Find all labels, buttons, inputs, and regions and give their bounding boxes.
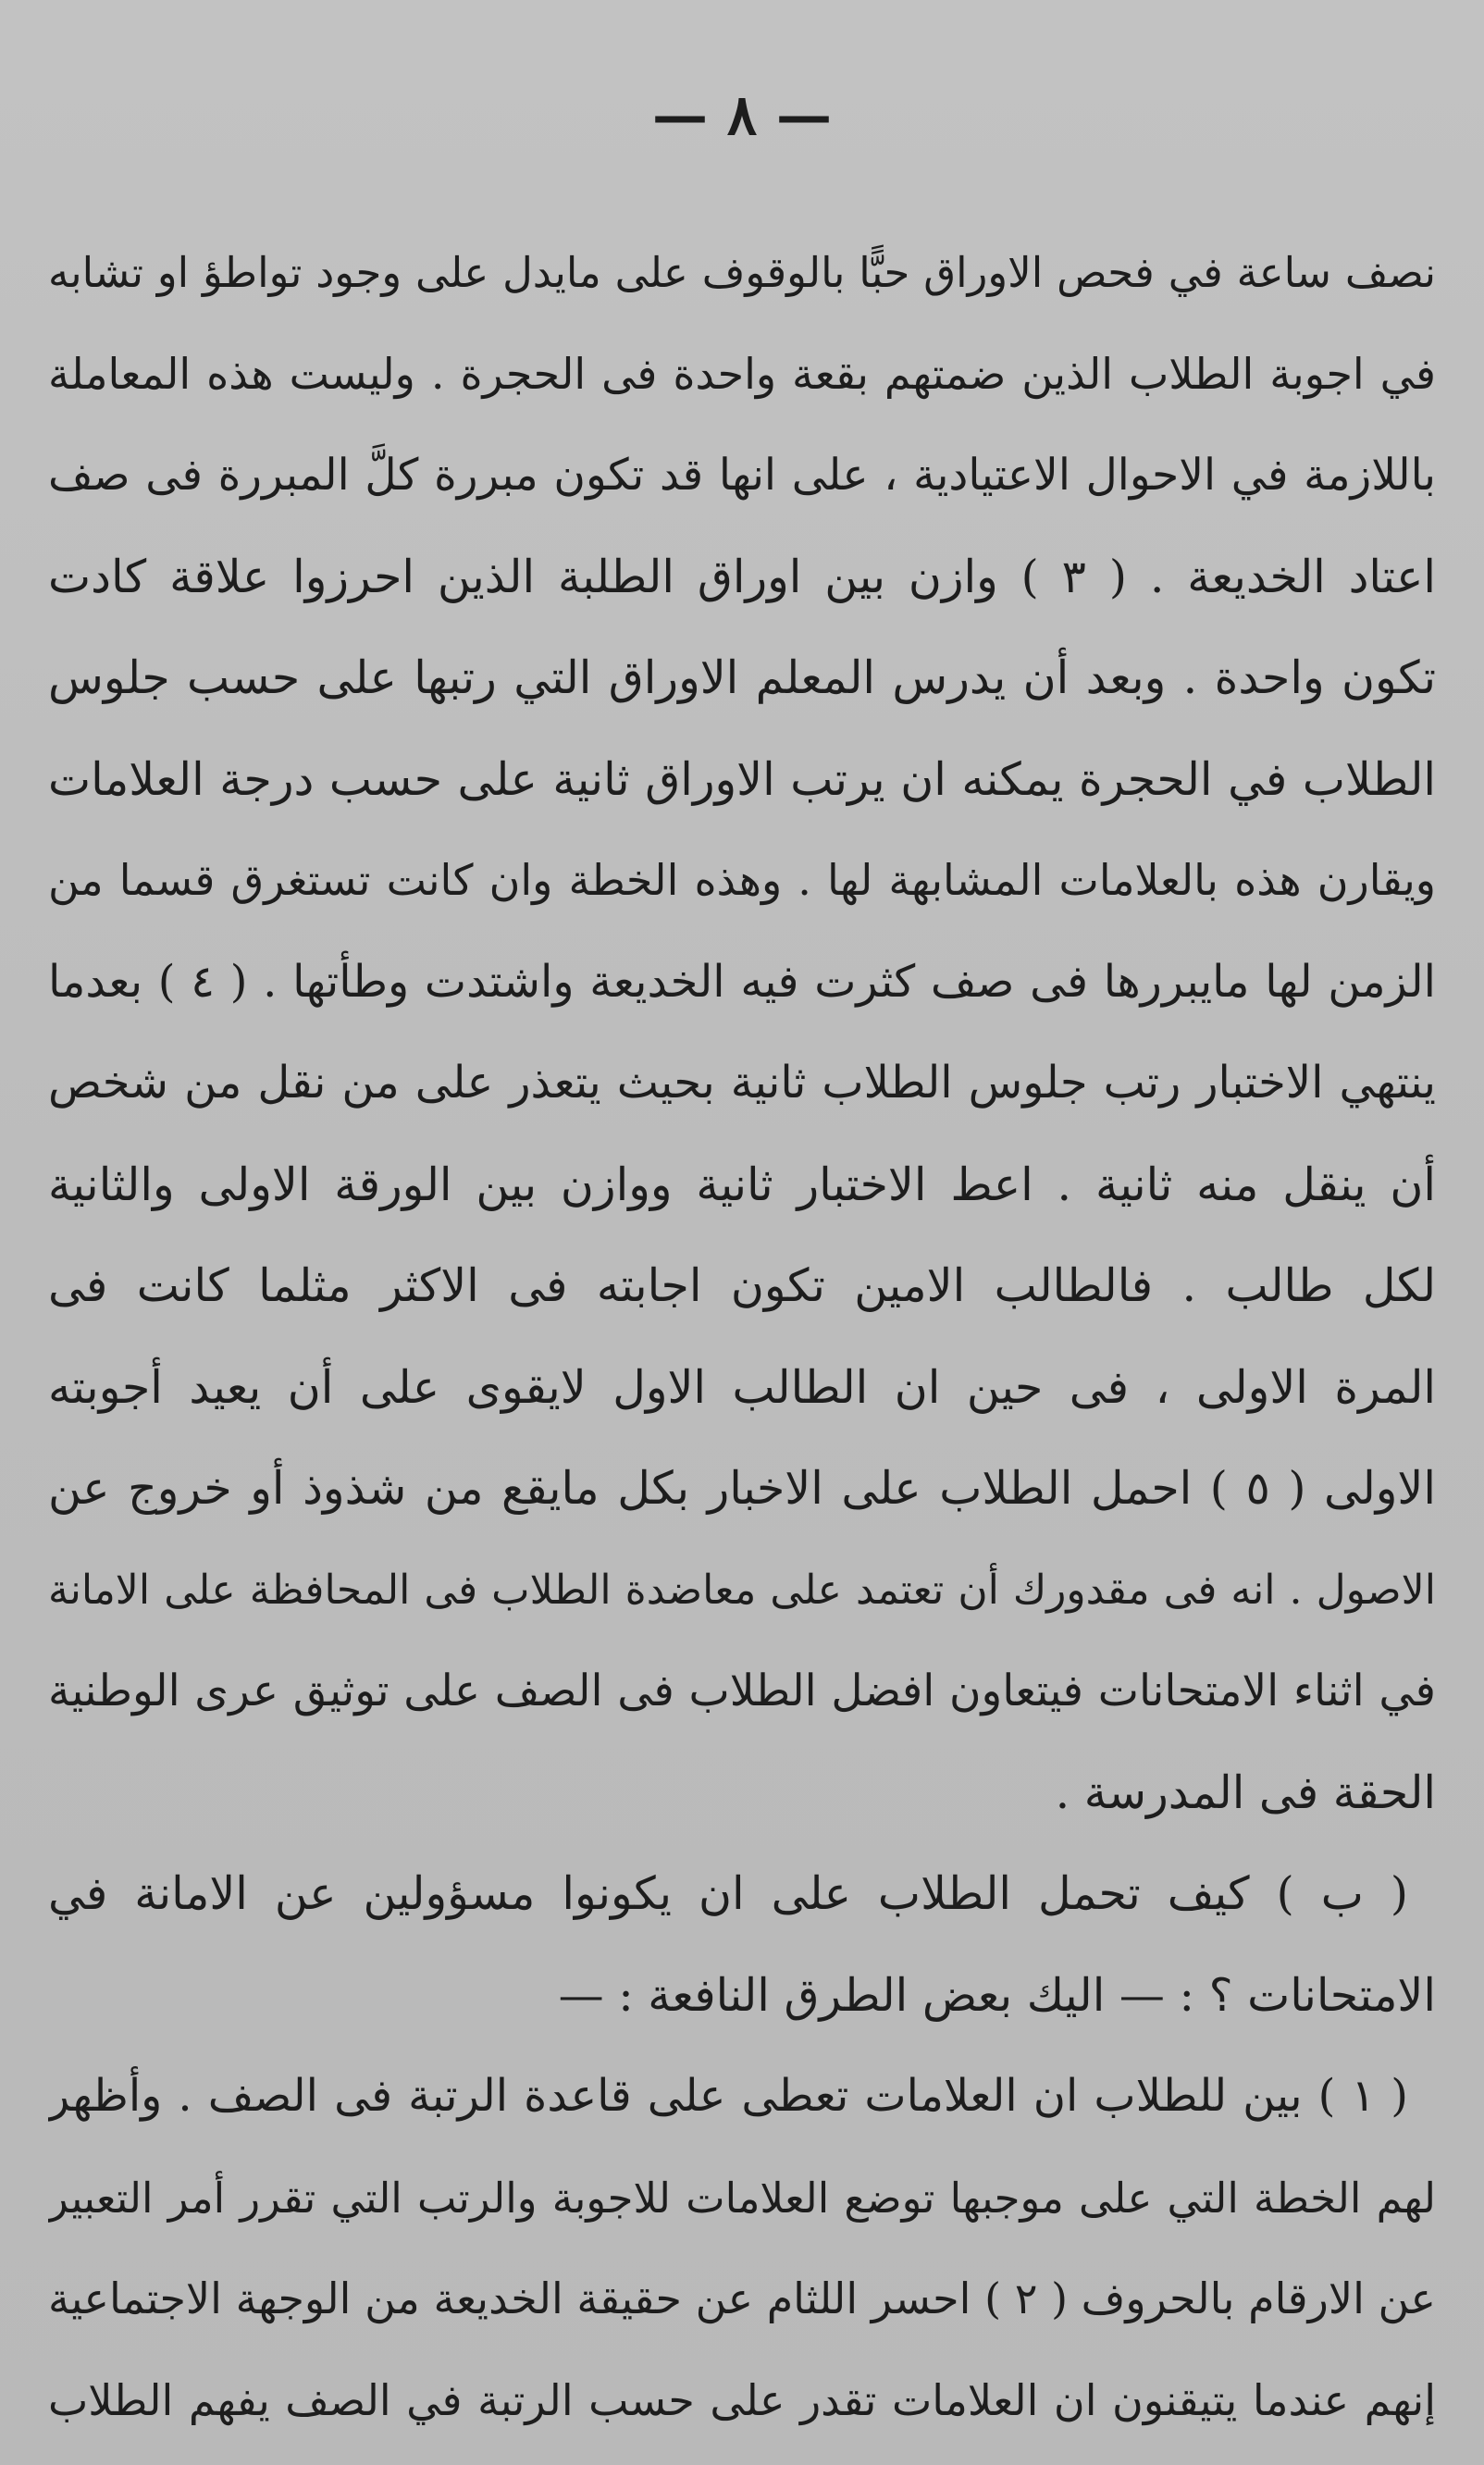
text-line: إنهم عندما يتيقنون ان العلامات تقدر على حسب الرتبة في الصف يفهم الطلاب bbox=[48, 2374, 1436, 2425]
text-line: في اثناء الامتحانات فيتعاون افضل الطلاب فى الصف على توثيق عرى الوطنية bbox=[48, 1666, 1436, 1716]
text-line: في اجوبة الطلاب الذين ضمتهم بقعة واحدة فى الحجرة . وليست هذه المعاملة bbox=[48, 348, 1436, 399]
text-line: نصف ساعة في فحص الاوراق حبًّا بالوقوف على مايدل على وجود تواطؤ او تشابه bbox=[48, 248, 1436, 297]
body-text bbox=[48, 222, 1436, 2451]
text-line: ويقارن هذه بالعلامات المشابهة لها . وهذه الخطة وان كانت تستغرق قسما من bbox=[48, 855, 1436, 905]
text-line: الحقة فى المدرسة . bbox=[1055, 1765, 1436, 1819]
section-heading-line: ( ب ) كيف تحمل الطلاب على ان يكونوا مسؤولين عن الامانة في bbox=[48, 1867, 1408, 1920]
text-line: أن ينقل منه ثانية . اعط الاختبار ثانية ووازن بين الورقة الاولى والثانية bbox=[48, 1158, 1436, 1211]
text-line: الطلاب في الحجرة يمكنه ان يرتب الاوراق ثانية على حسب درجة العلامات bbox=[48, 752, 1436, 806]
text-line: الاولى ( ٥ ) احمل الطلاب على الاخبار بكل مايقع من شذوذ أو خروج عن bbox=[48, 1462, 1436, 1515]
page-number: — ٨ — bbox=[651, 83, 832, 148]
text-line: عن الارقام بالحروف ( ٢ ) احسر اللثام عن حقيقة الخديعة من الوجهة الاجتماعية bbox=[48, 2273, 1436, 2323]
text-line: لكل طالب . فالطالب الامين تكون اجابته فى الاكثر مثلما كانت فى bbox=[48, 1259, 1436, 1312]
text-line: تكون واحدة . وبعد أن يدرس المعلم الاوراق التي رتبها على حسب جلوس bbox=[48, 651, 1436, 704]
text-line: الاصول . انه فى مقدورك أن تعتمد على معاضدة الطلاب فى المحافظة على الامانة bbox=[48, 1566, 1436, 1614]
text-line: الامتحانات ؟ : — اليك بعض الطرق النافعة : — bbox=[558, 1968, 1436, 2022]
text-line: المرة الاولى ، فى حين ان الطالب الاول لايقوى على أن يعيد أجوبته bbox=[48, 1360, 1436, 1414]
text-line: ( ١ ) بين للطلاب ان العلامات تعطى على قاعدة الرتبة فى الصف . وأظهر bbox=[48, 2070, 1409, 2122]
text-line: باللازمة في الاحوال الاعتيادية ، على انها قد تكون مبررة كلَّ المبررة فى صف bbox=[48, 450, 1436, 501]
text-line: الزمن لها مايبررها فى صف كثرت فيه الخديعة واشتدت وطأتها . ( ٤ ) بعدما bbox=[48, 955, 1436, 1008]
text-line: اعتاد الخديعة . ( ٣ ) وازن بين اوراق الطلبة الذين احرزوا علاقة كادت bbox=[48, 550, 1436, 603]
text-line: لهم الخطة التي على موجبها توضع العلامات للاجوبة والرتب التي تقرر أمر التعبير bbox=[48, 2173, 1436, 2223]
text-line: ينتهي الاختبار رتب جلوس الطلاب ثانية بحيث يتعذر على من نقل من شخص bbox=[48, 1057, 1436, 1109]
